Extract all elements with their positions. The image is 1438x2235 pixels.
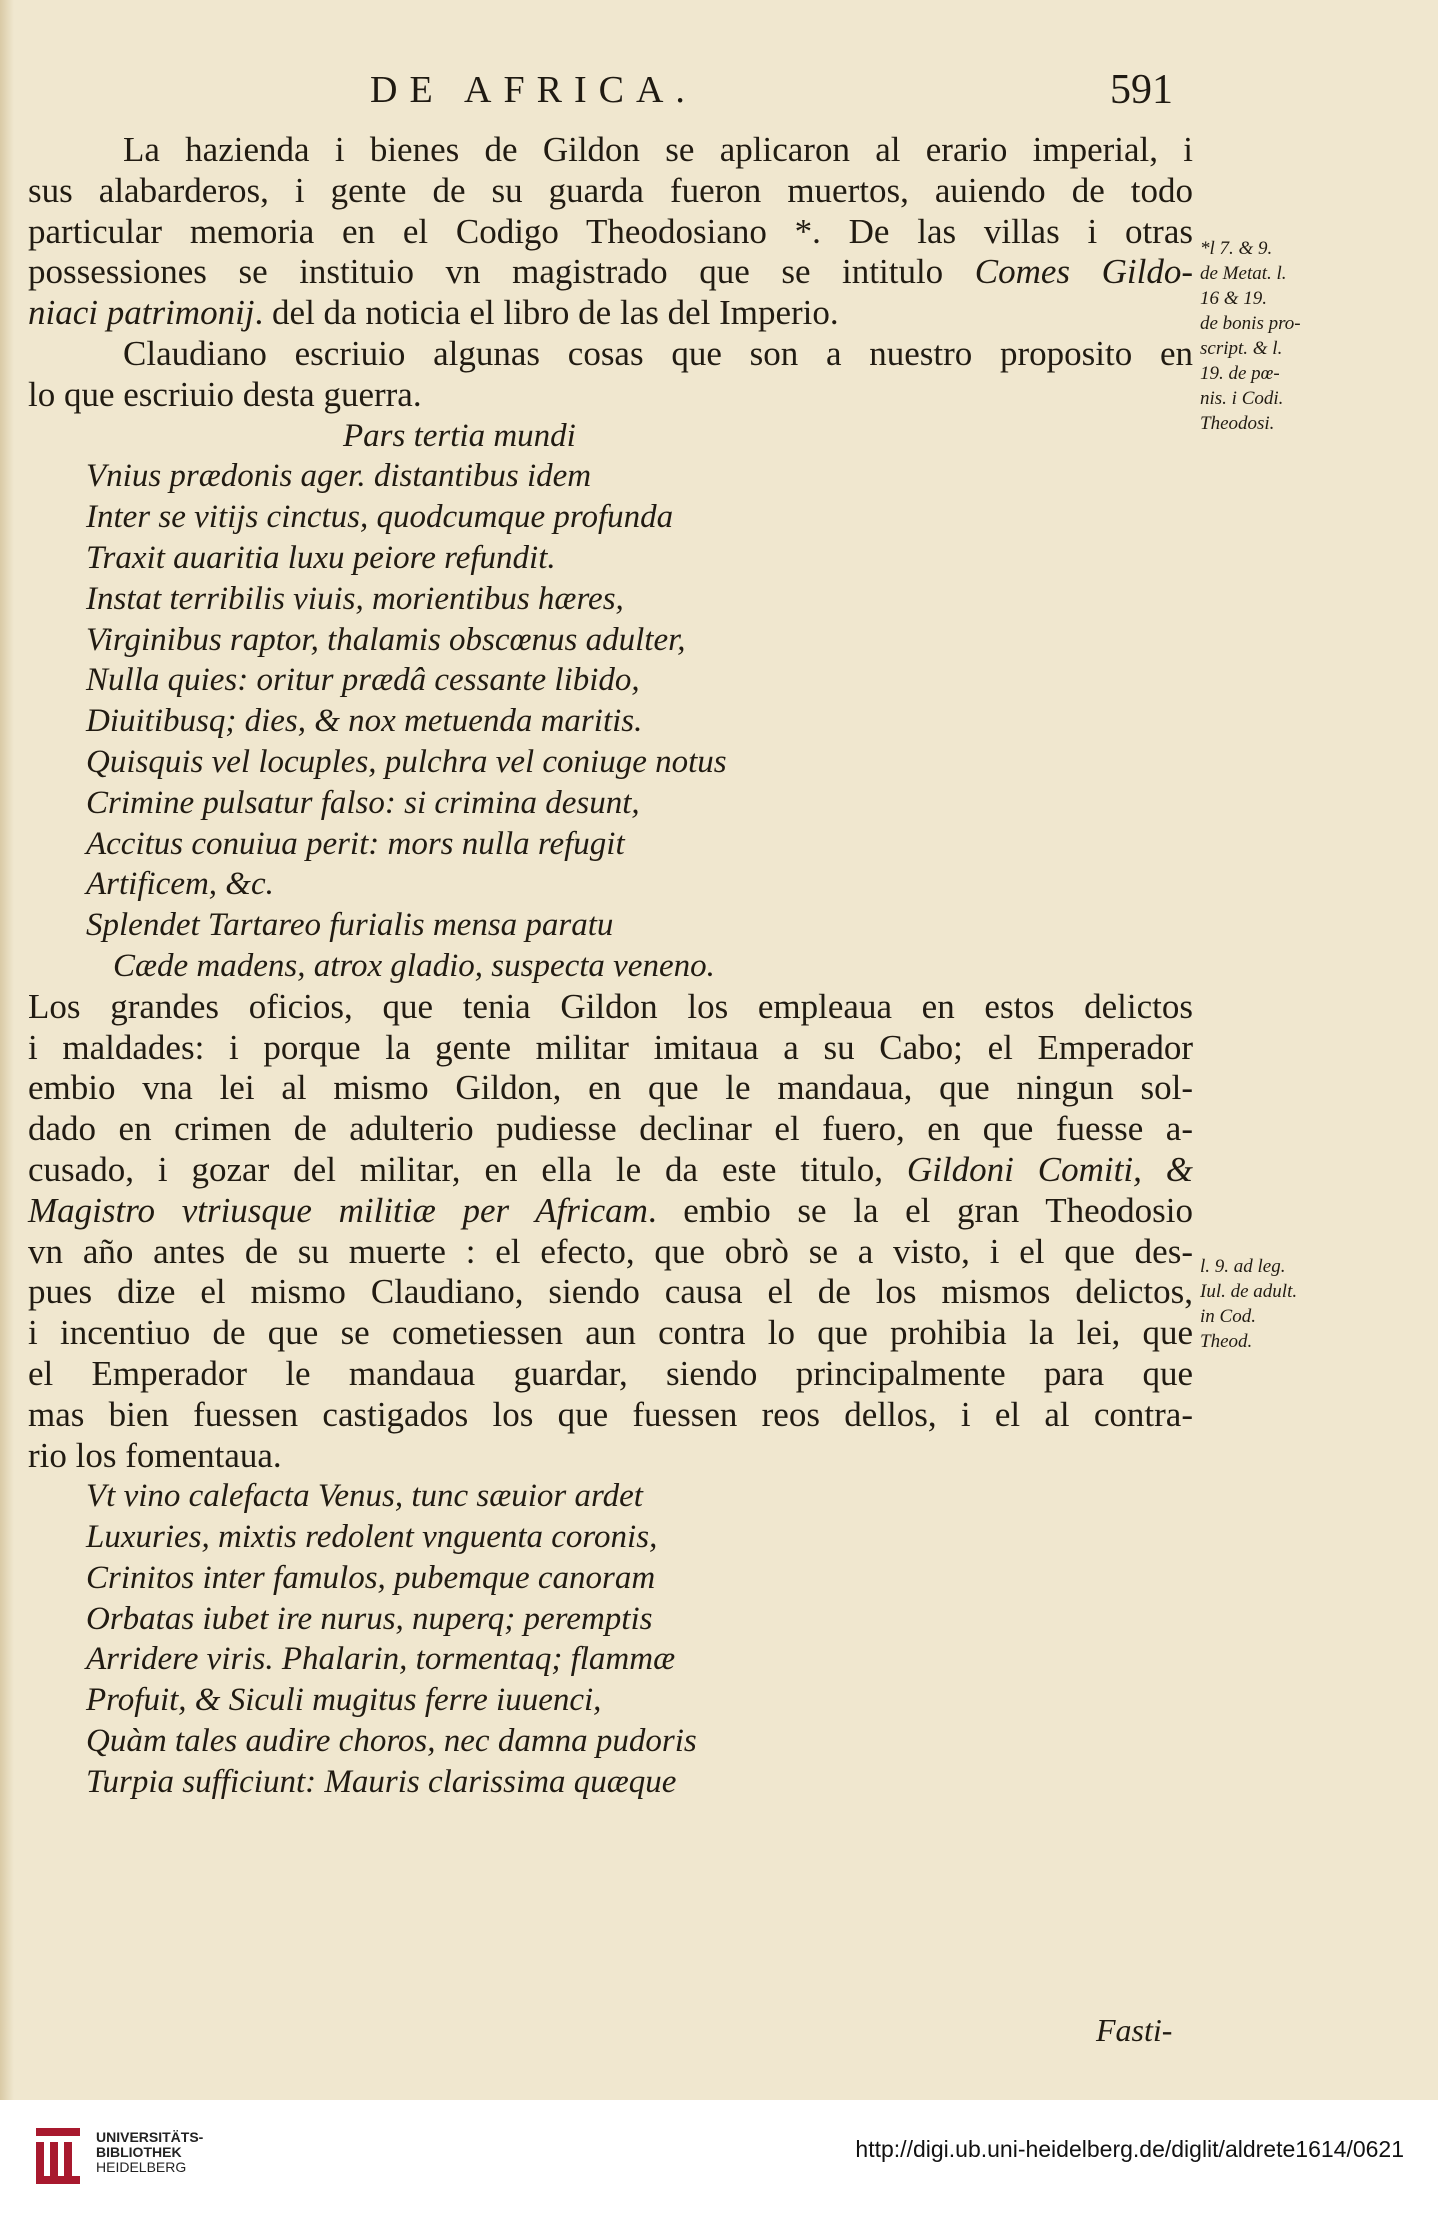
verse-line: Quàm tales audire choros, nec damna pudoris [86, 1723, 697, 1760]
text-line: lo que escriuio desta guerra. [28, 374, 422, 414]
margin-note-line: nis. i Codi. [1200, 388, 1284, 409]
text-line [28, 1191, 1193, 1232]
verse-line: Traxit auaritia luxu peiore refundit. [86, 539, 556, 576]
library-name [96, 2130, 203, 2175]
verse-line: Instat terribilis viuis, morientibus hæres, [86, 580, 624, 617]
text-line: Claudiano escriuio algunas cosas que son a nuestro proposito en [123, 333, 1193, 373]
university-library-logo [30, 2124, 86, 2188]
verse-line: Artificem, &c. [86, 866, 274, 903]
text-line: mas bien fuessen castigados los que fuessen reos dellos, i el al contra- [28, 1394, 1193, 1434]
verse-line: Virginibus raptor, thalamis obscœnus adulter, [86, 621, 686, 658]
verse-line: Inter se vitijs cinctus, quodcumque profunda [86, 499, 674, 536]
text-line: i maldades: i porque la gente militar imitaua a su Cabo; el Emperador [28, 1027, 1193, 1067]
margin-note-line: Iul. de adult. [1200, 1281, 1298, 1302]
text-line: rio los fomentaua. [28, 1435, 282, 1475]
verse-line: Crimine pulsatur falso: si crimina desunt, [86, 784, 640, 821]
text-line [28, 252, 1193, 293]
verse-line: Crinitos inter famulos, pubemque canoram [86, 1559, 656, 1596]
verse-line: Luxuries, mixtis redolent vnguenta coronis, [86, 1519, 658, 1556]
margin-note-line: de bonis pro- [1200, 313, 1301, 334]
verse-line: Arridere viris. Phalarin, tormentaq; flammæ [86, 1641, 676, 1678]
verse-line: Diuitibusq; dies, & nox metuenda maritis. [86, 703, 643, 740]
paragraph-3 [28, 987, 1193, 1477]
text-line: el Emperador le mandaua guardar, siendo principalmente para que [28, 1353, 1193, 1393]
source-url-link[interactable]: http://digi.ub.uni-heidelberg.de/diglit/aldrete1614/0621 [855, 2136, 1404, 2162]
margin-note-line: in Cod. [1200, 1306, 1256, 1327]
page-header [0, 58, 1438, 118]
text-line: pues dize el mismo Claudiano, siendo causa el de los mismos delictos, [28, 1272, 1193, 1312]
margin-note-line: script. & l. [1200, 338, 1283, 359]
margin-note-line: l. 9. ad leg. [1200, 1256, 1286, 1277]
verse-line: Splendet Tartareo furialis mensa paratu [86, 907, 614, 944]
paragraph-2 [28, 334, 1193, 416]
italic-run: Magistro vtriusque militiæ per Africam [28, 1190, 648, 1230]
text-line: embio vna lei al mismo Gildon, en que le mandaua, que ningun sol- [28, 1068, 1193, 1108]
text-line: vn año antes de su muerte : el efecto, que obrò se a visto, i el que des- [28, 1231, 1193, 1271]
library-name-line: BIBLIOTHEK [96, 2144, 182, 2160]
text-line: Los grandes oficios, que tenia Gildon los empleaua en estos delictos [28, 986, 1193, 1026]
text-line: particular memoria en el Codigo Theodosiano *. De las villas i otras [28, 211, 1193, 251]
margin-note-line: Theod. [1200, 1331, 1253, 1352]
verse-line: Profuit, & Siculi mugitus ferre iuuenci, [86, 1682, 602, 1719]
verse-line: Orbatas iubet ire nurus, nuperq; peremptis [86, 1600, 653, 1637]
verse-line: Cæde madens, atrox gladio, suspecta veneno. [113, 947, 715, 984]
margin-note-2 [1200, 1254, 1340, 1354]
margin-note-line: 16 & 19. [1200, 288, 1268, 309]
text-line: sus alabarderos, i gente de su guarda fueron muertos, auiendo de todo [28, 170, 1193, 210]
text-run: . del da noticia el libro de las del Imperio. [254, 293, 839, 333]
verse-quote-1 [28, 416, 1193, 987]
margin-note-line: de Metat. l. [1200, 263, 1287, 284]
margin-note-line: *l 7. & 9. [1200, 238, 1273, 259]
margin-note-line: 19. de pœ- [1200, 363, 1280, 384]
italic-run: Gildoni Comiti, & [906, 1149, 1193, 1189]
running-title: DE AFRICA. [370, 69, 697, 111]
margin-note-line: Theodosi. [1200, 413, 1275, 434]
italic-run: niaci patrimonij [28, 293, 255, 333]
catchword: Fasti- [1096, 2012, 1173, 2048]
text-line [28, 293, 1193, 334]
verse-quote-2 [28, 1476, 1193, 1802]
verse-line: Vt vino calefacta Venus, tunc sæuior ardet [86, 1478, 643, 1515]
verse-line: Quisquis vel locuples, pulchra vel coniuge notus [86, 743, 727, 780]
page-binding-edge [0, 0, 14, 2100]
margin-note-1 [1200, 236, 1340, 436]
text-line: La hazienda i bienes de Gildon se aplicaron al erario imperial, i [123, 130, 1193, 169]
verse-heading: Pars tertia mundi [343, 417, 576, 454]
main-text [28, 130, 1193, 1803]
verse-line: Turpia sufficiunt: Mauris clarissima quæque [86, 1763, 677, 1800]
verse-line: Nulla quies: oritur prædâ cessante libido, [86, 662, 640, 699]
page-number: 591 [1110, 67, 1173, 113]
verse-line: Vnius prædonis ager. distantibus idem [86, 458, 592, 495]
text-line: i incentiuo de que se cometiessen aun contra lo que prohibia la lei, que [28, 1313, 1193, 1353]
library-name-line: HEIDELBERG [96, 2159, 187, 2175]
text-run: cusado, i gozar del militar, en ella le da este titulo, [28, 1149, 907, 1189]
text-line: dado en crimen de adulterio pudiesse declinar el fuero, en que fuesse a- [28, 1109, 1193, 1149]
paragraph-1 [28, 130, 1193, 334]
footer [0, 2100, 1438, 2235]
margin-notes [1200, 236, 1340, 1354]
text-run: possessiones se instituio vn magistrado que se intitulo [28, 252, 975, 292]
text-run: . embio se la el gran Theodosio [647, 1190, 1193, 1230]
text-line [28, 1150, 1193, 1191]
italic-run: Comes Gildo- [974, 252, 1194, 292]
verse-line: Accitus conuiua perit: mors nulla refugit [86, 825, 625, 862]
library-name-line: UNIVERSITÄTS- [96, 2129, 204, 2145]
